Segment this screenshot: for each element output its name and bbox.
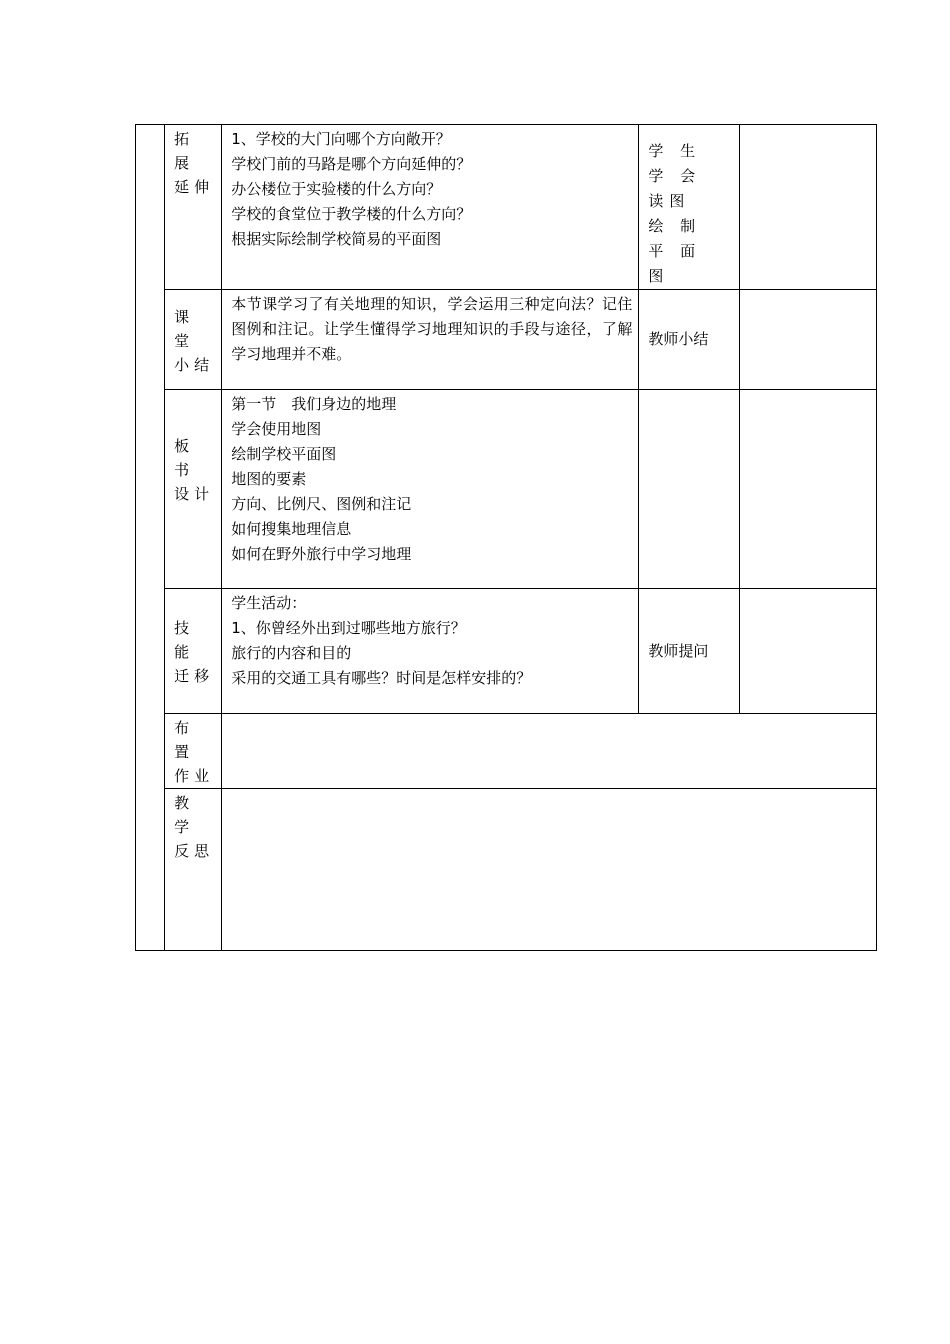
row-homework bbox=[136, 714, 877, 789]
content-line: 办公楼位于实验楼的什么方向？ bbox=[231, 180, 442, 198]
label-cell bbox=[165, 125, 222, 290]
row-label-homework: 布 置 作业 bbox=[174, 719, 215, 785]
row-label-reflection: 教 学 反思 bbox=[174, 794, 215, 860]
summary-paragraph: 本节课学习了有关地理的知识，学会运用三种定向法？记住图例和注记。让学生懂得学习地理知识的手段与途径，了解学习地理并不难。 bbox=[231, 295, 633, 363]
row-transfer bbox=[136, 589, 877, 714]
row-summary bbox=[136, 290, 877, 390]
content-line: 学生活动： bbox=[231, 594, 307, 612]
content-line: 旅行的内容和目的 bbox=[231, 644, 352, 662]
content-line: 第一节 我们身边的地理 bbox=[231, 395, 397, 413]
content-cell bbox=[222, 290, 639, 390]
activity-cell bbox=[639, 290, 739, 390]
reflection-content-cell bbox=[222, 789, 877, 951]
extra-cell bbox=[739, 290, 876, 390]
activity-text: 教师提问 bbox=[648, 641, 709, 660]
activity-cell bbox=[639, 125, 739, 290]
lesson-plan-table bbox=[135, 124, 877, 951]
content-line: 1、学校的大门向哪个方向敞开？ bbox=[231, 130, 451, 148]
content-cell bbox=[222, 125, 639, 290]
label-cell bbox=[165, 589, 222, 714]
homework-content-cell bbox=[222, 714, 877, 789]
label-cell bbox=[165, 789, 222, 951]
content-line: 绘制学校平面图 bbox=[231, 445, 337, 463]
extra-cell bbox=[739, 390, 876, 589]
extra-cell bbox=[739, 125, 876, 290]
row-board bbox=[136, 390, 877, 589]
activity-cell bbox=[639, 589, 739, 714]
content-line: 如何搜集地理信息 bbox=[231, 520, 352, 538]
content-line: 1、你曾经外出到过哪些地方旅行？ bbox=[231, 619, 466, 637]
row-label-transfer: 技 能 迁移 bbox=[174, 619, 215, 685]
extra-cell bbox=[739, 589, 876, 714]
activity-line: 绘 制 平 面 图 bbox=[648, 217, 702, 285]
content-line: 地图的要素 bbox=[231, 470, 307, 488]
label-cell bbox=[165, 290, 222, 390]
label-cell bbox=[165, 390, 222, 589]
content-line: 学校的食堂位于教学楼的什么方向？ bbox=[231, 205, 472, 223]
margin-column bbox=[136, 125, 165, 951]
content-line: 学会使用地图 bbox=[231, 420, 322, 438]
activity-text: 教师小结 bbox=[648, 330, 709, 348]
content-line: 如何在野外旅行中学习地理 bbox=[231, 545, 412, 563]
content-line: 根据实际绘制学校简易的平面图 bbox=[231, 230, 442, 248]
content-line: 学校门前的马路是哪个方向延伸的？ bbox=[231, 155, 472, 173]
content-cell bbox=[222, 589, 639, 714]
row-label-summary: 课 堂 小结 bbox=[174, 307, 215, 374]
content-line: 方向、比例尺、图例和注记 bbox=[231, 495, 412, 513]
row-label-extension: 拓 展 延伸 bbox=[174, 130, 215, 196]
row-extension bbox=[136, 125, 877, 290]
label-cell bbox=[165, 714, 222, 789]
content-cell bbox=[222, 390, 639, 589]
activity-line: 学 生 学 会 读图 bbox=[648, 142, 702, 210]
content-line: 采用的交通工具有哪些？时间是怎样安排的？ bbox=[231, 669, 532, 687]
row-reflection bbox=[136, 789, 877, 951]
row-label-board: 板 书 设计 bbox=[174, 437, 215, 503]
activity-cell bbox=[639, 390, 739, 589]
